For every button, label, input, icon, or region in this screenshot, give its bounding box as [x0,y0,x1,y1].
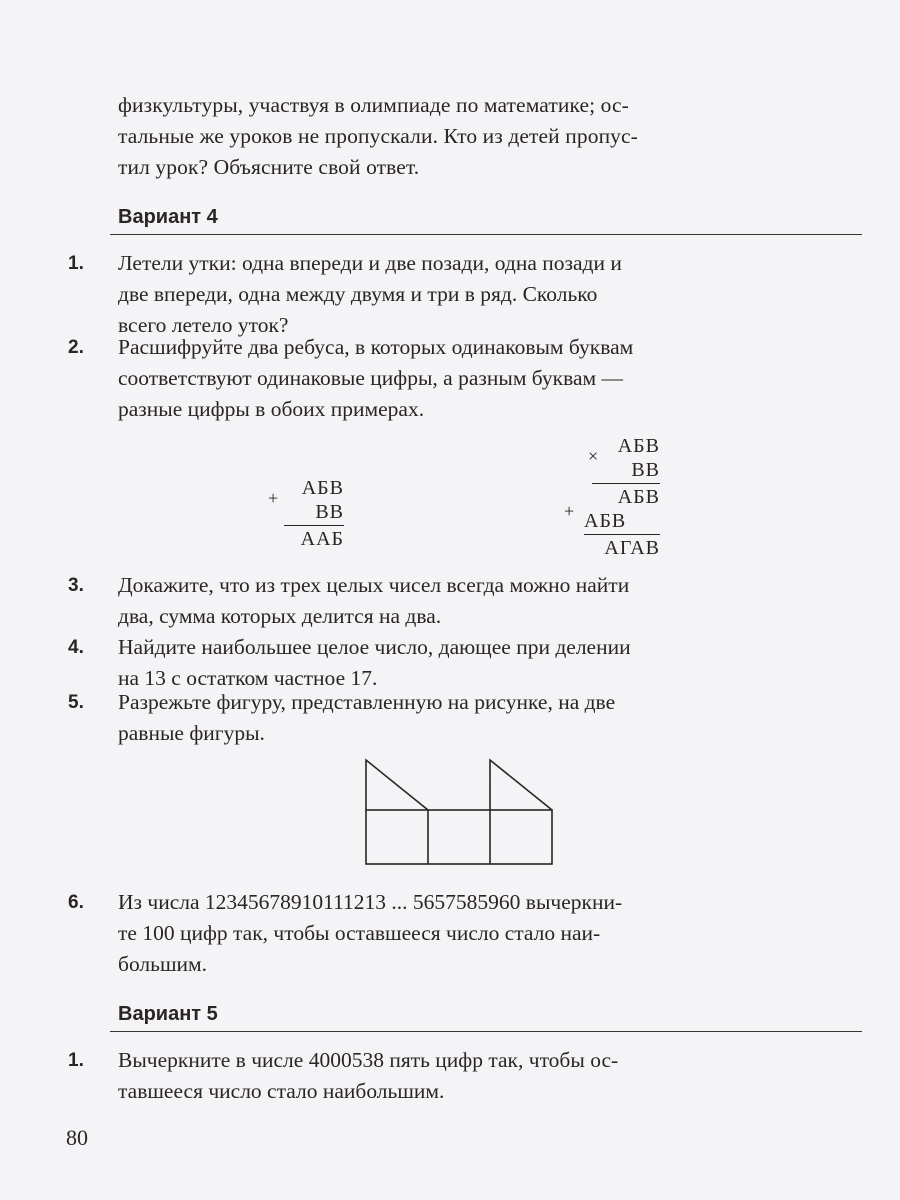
task-line: соответствуют одинаковые цифры, а разным буквам — [118,366,624,390]
figure-triangle-right [490,760,552,810]
task-line: две впереди, одна между двумя и три в ряд. Сколько [118,282,598,306]
rebus-addition [268,476,344,551]
sum-line [284,525,344,526]
task-number: 1. [68,1050,84,1071]
task-line: равные фигуры. [118,721,265,745]
rebus-row [268,476,344,508]
rebus-multiplication [564,434,660,560]
sum-line [584,534,660,535]
variant4-divider [110,234,862,235]
variant5-title: Вариант 5 [118,1003,218,1025]
task-text [118,632,860,694]
times-operator: × [588,446,600,466]
partial-product: АБВ [617,486,660,508]
cut-figure-diagram [364,758,554,868]
result: АГАВ [604,537,660,559]
task-line: те 100 цифр так, чтобы оставшееся число стало наи- [118,921,601,945]
task-text [118,248,860,341]
task-line: Найдите наибольшее целое число, дающее при делении [118,635,631,659]
operand: ВВ [315,501,344,523]
task-line: разные цифры в обоих примерах. [118,397,425,421]
task-text [118,887,860,980]
product-line [592,483,660,484]
task-line: Из числа 12345678910111213 ... 5657585960 вычеркни- [118,890,623,914]
task-line: на 13 с остатком частное 17. [118,666,378,690]
task-line: Разрежьте фигуру, представленную на рисунке, на две [118,690,616,714]
task-line: всего летело уток? [118,313,289,337]
operand: ВВ [631,459,660,481]
plus-operator: + [268,488,280,508]
task-number: 2. [68,337,84,358]
operand: АБВ [617,435,660,457]
task-number: 6. [68,892,84,913]
task-line: Летели утки: одна впереди и две позади, одна позади и [118,251,622,275]
task-number: 4. [68,637,84,658]
task-line: два, сумма которых делится на два. [118,604,442,628]
page-number: 80 [66,1125,88,1150]
task-line: тавшееся число стало наибольшим. [118,1079,445,1103]
rebus-row [584,434,660,466]
task-line: Расшифруйте два ребуса, в которых одинаковым буквам [118,335,634,359]
operand: АБВ [301,477,344,499]
intro-line: тальные же уроков не пропускали. Кто из детей пропус- [118,124,638,148]
task-number: 3. [68,575,84,596]
intro-line: тил урок? Объясните свой ответ. [118,155,420,179]
task-text [118,332,860,425]
intro-paragraph [118,90,860,183]
task-number: 5. [68,692,84,713]
plus-operator: + [564,501,576,521]
rebus-row [284,527,344,551]
task-text [118,687,860,749]
result: ААБ [300,528,344,550]
figure-base-outline [366,810,552,864]
task-line: Вычеркните в числе 4000538 пять цифр так, чтобы ос- [118,1048,619,1072]
rebus-row [284,500,344,524]
rebus-row [564,485,660,521]
task-line: большим. [118,952,207,976]
partial-product: АБВ [584,510,627,532]
rebus-row [584,536,660,560]
rebus-row [584,458,660,482]
intro-line: физкультуры, участвуя в олимпиаде по математике; ос- [118,93,629,117]
rebus-row [584,509,660,533]
task-line: Докажите, что из трех целых чисел всегда можно найти [118,573,630,597]
task-text [118,570,860,632]
variant5-divider [110,1031,862,1032]
variant4-title: Вариант 4 [118,206,218,228]
task-text [118,1045,860,1107]
task-number: 1. [68,253,84,274]
figure-triangle-left [366,760,428,810]
